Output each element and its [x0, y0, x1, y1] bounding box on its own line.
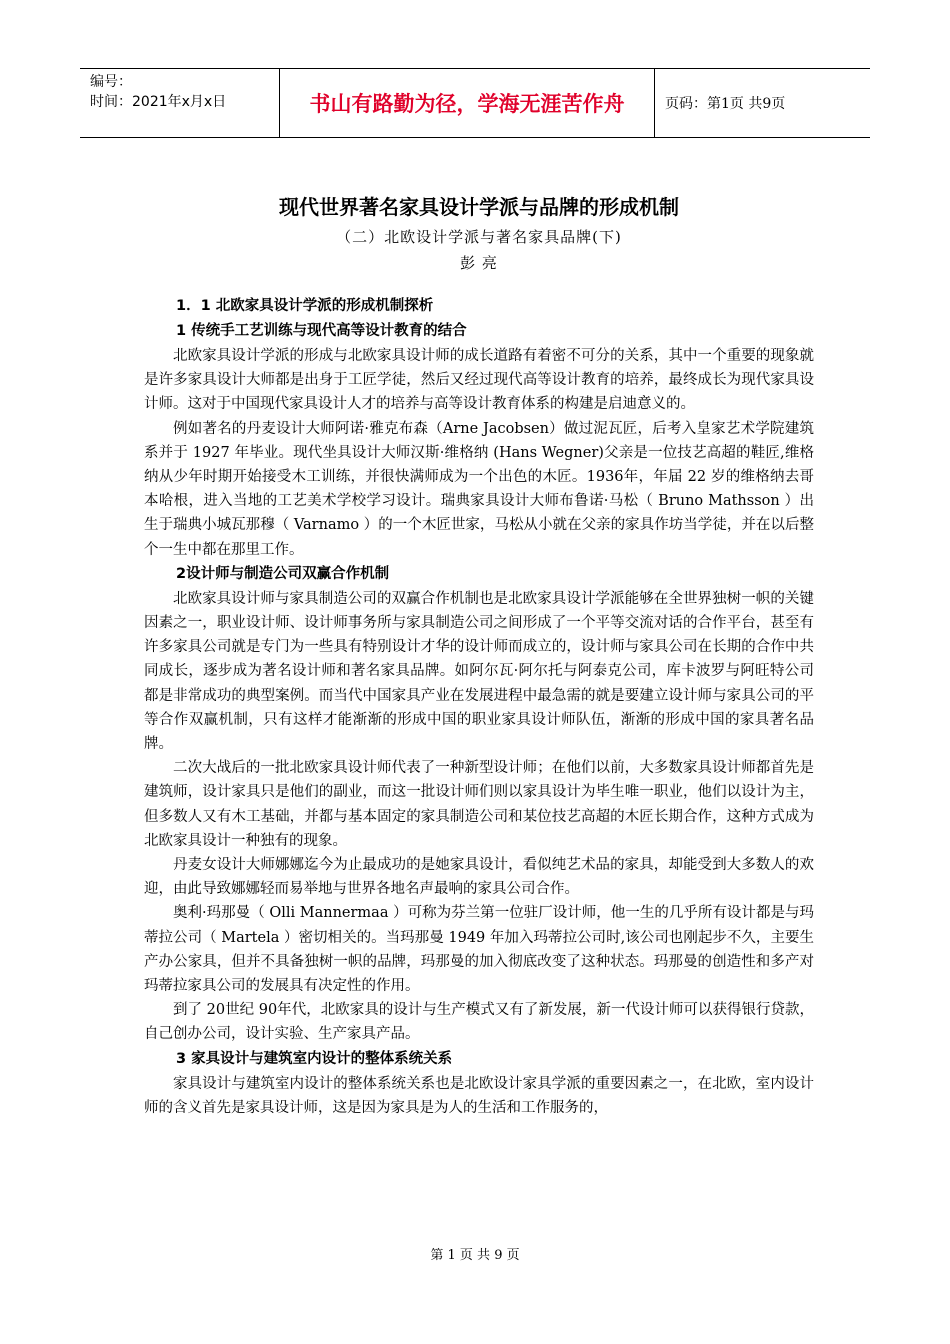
paragraph: 奥利·玛那曼（ Olli Mannermaa ）可称为芬兰第一位驻厂设计师，他一生的几乎所有设计都是与玛蒂拉公司（ Martela ）密切相关的。当玛那曼 1949 年加入玛蒂拉公司时,该公司也刚起步不久，主要生产办公家具，但并不具备独树一帜的品牌，玛那曼的加入彻底改变了这种状态。玛那曼的创造性和多产对玛蒂拉家具公司的发展具有决定性的作用。 [144, 905, 814, 995]
section-heading: 1 传统手工艺训练与现代高等设计教育的结合 [176, 323, 467, 339]
paragraph: 北欧家具设计师与家具制造公司的双赢合作机制也是北欧家具设计学派能够在全世界独树一帜的关键因素之一，职业设计师、设计师事务所与家具制造公司之间形成了一个平等交流对话的合作平台，甚至有许多家具公司就是专门为一些具有特别设计才华的设计师而成立的，设计师与家具公司在长期的合作中共同成长，逐步成为著名设计师和著名家具品牌。如阿尔瓦·阿尔托与阿泰克公司，库卡波罗与阿旺特公司都是非常成功的典型案例。而当代中国家具产业在发展进程中最急需的就是要建立设计师与家具公司的平等合作双赢机制，只有这样才能渐渐的形成中国的职业家具设计师队伍，渐渐的形成中国的家具著名品牌。 [144, 590, 814, 753]
header-motto: 书山有路勤为径，学海无涯苦作舟 [280, 69, 655, 137]
page-footer: 第 1 页 共 9 页 [430, 1248, 520, 1263]
header-page-info: 页码：第1页 共9页 [665, 96, 786, 112]
section-heading: 1．1 北欧家具设计学派的形成机制探析 [176, 298, 434, 314]
paragraph: 到了 20世纪 90年代，北欧家具的设计与生产模式又有了新发展，新一代设计师可以获得银行贷款，自己创办公司，设计实验、生产家具产品。 [144, 1002, 814, 1043]
section-heading: 3 家具设计与建筑室内设计的整体系统关系 [176, 1050, 453, 1067]
paragraph: 丹麦女设计大师娜娜迄今为止最成功的是她家具设计，看似纯艺术品的家具，却能受到大多数人的欢迎，由此导致娜娜轻而易举地与世界各地名声最响的家具公司合作。 [144, 857, 814, 898]
paragraph: 北欧家具设计学派的形成与北欧家具设计师的成长道路有着密不可分的关系，其中一个重要的现象就是许多家具设计大师都是出身于工匠学徒，然后又经过现代高等设计教育的培养，最终成长为现代家具设计师。这对于中国现代家具设计人才的培养与高等设计教育体系的构建是启迪意义的。 [144, 348, 814, 413]
paragraph: 例如著名的丹麦设计大师阿诺·雅克布森（Arne Jacobsen）做过泥瓦匠，后考入皇家艺术学院建筑系并于 1927 年毕业。现代坐具设计大师汉斯·维格纳 (Hans Wegner)父亲是一位技艺高超的鞋匠,维格纳从少年时期开始接受木工训练，并很快满师成为一个出色的木匠。1936年，年届 22 岁的维格纳去哥本哈根，进入当地的工艺美术学校学习设计。瑞典家具设计大师布鲁诺·马松（ Bruno Mathsson ）出生于瑞典小城瓦那穆（ Varnamo ）的一个木匠世家，马松从小就在父亲的家具作坊当学徒，并在以后整个一生中都在那里工作。 [144, 420, 814, 558]
doc-title: 现代世界著名家具设计学派与品牌的形成机制 [279, 195, 679, 219]
doc-subtitle: （二）北欧设计学派与著名家具品牌(下) [336, 228, 622, 246]
doc-number-label: 编号： [90, 74, 132, 90]
header-meta [80, 69, 280, 137]
paragraph: 二次大战后的一批北欧家具设计师代表了一种新型设计师；在他们以前，大多数家具设计师都首先是建筑师，设计家具只是他们的副业，而这一批设计师们则以家具设计为毕生唯一职业，他们以设计为主，但多数人又有木工基础，并都与基本固定的家具制造公司和某位技艺高超的木匠长期合作，这种方式成为北欧家具设计一种独有的现象。 [144, 760, 814, 849]
doc-author: 彭 亮 [460, 254, 498, 272]
header-table [80, 68, 870, 138]
paragraph: 家具设计与建筑室内设计的整体系统关系也是北欧设计家具学派的重要因素之一，在北欧，室内设计师的含义首先是家具设计师，这是因为家具是为人的生活和工作服务的， [144, 1075, 814, 1116]
section-heading: 2设计师与制造公司双赢合作机制 [176, 565, 390, 582]
document-body [144, 190, 814, 1120]
doc-date-label: 时间：2021年x月x日 [90, 94, 227, 110]
